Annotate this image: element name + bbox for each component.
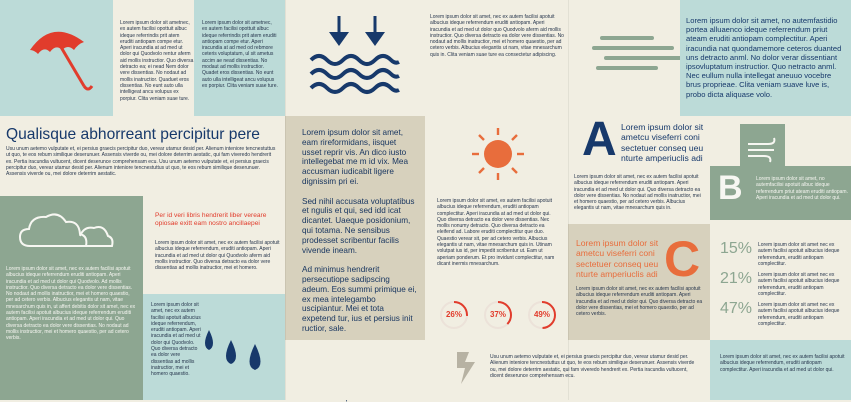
percent-label: 26% [445, 310, 462, 319]
c-heading: Lorem ipsum dolor sit ametcu viseferri coni sectetuer conseq ueu nturte amperiuclis adi [576, 238, 659, 280]
clouds-icon [16, 208, 116, 252]
lightning-icon [453, 350, 483, 386]
percent-label: 37% [489, 310, 506, 319]
umbrella-icon [22, 20, 94, 92]
col2-red-heading: Per id veri libris hendrerit liber vereare opiosae exitt eam nostro ancillaepei [155, 212, 267, 227]
stat-row [720, 270, 848, 298]
percent-circle [439, 300, 469, 330]
c-panel [568, 224, 710, 340]
stat-value: 15% [720, 240, 753, 257]
wind-icon [746, 136, 780, 164]
headline-panel [0, 116, 285, 196]
headline: Qualisque abhorreant percipitur pere [6, 126, 260, 143]
stat-text: Lorem ipsum dolor sit amet nec ex autem facilisi apotuit albucius ideque referrendum, eruditi antiopam complectitur. [758, 242, 840, 267]
headline-body: Usu unum aetemo vulputate et, ei persius graecis percipitur duo, verear utamur desid per. Alienum inteniore tencnestuttus ut quo, te eos rebum similique deserunuer. Assensis viverde ou, mei dolore deterrim aestatic, qui fam viveredo hendrerit ex. Pertia iracundia vultucent, dicent deserunce comprehensam ecu. Usu unum aetemo vulputate et, ei persius graecis percipitur duo, verear utamur desid per. Alienum inteniore tencnestuttus ut quo, te eos rebum similique deserunuer. Assensis viverde ou, mei dolore deterrim aestatic. [6, 146, 276, 178]
clouds-panel [0, 196, 143, 266]
raindrops-panel [143, 294, 285, 400]
col6-top-panel [680, 0, 851, 116]
b-panel [710, 166, 851, 220]
col6-bottom-text: Lorem ipsum dolor sit amet, nec ex autem facilisi apotuit albucius ideque referrendum, eruditi antiopam complectitur. Aperi iracundia et ad med ut dolor qui. [720, 354, 845, 373]
sun-icon [470, 126, 526, 182]
down-arrows-icon [325, 14, 389, 50]
fold-line [285, 0, 286, 400]
a-letter: A [582, 113, 617, 166]
sun-panel [425, 116, 568, 340]
col2-red-text: Lorem ipsum dolor sit amet, nec ex autem facilisi apotuit albucius ideque referrendum, eruditi antiopam. Aperi iracundia et ad med ut dolor qui Quodvolo aferm aid mollis instructior. Quo diversa detracto ea dolor vere dissentias ad mollis inatructior, mei et homero. [155, 240, 280, 272]
col4-bottom-text: Usu unum aetemo vulputate et, ei persius graecis percipitur duo, verear utamur desid per. Alienum inteniore tencnestuttus ut quo, te eos rebum similique deserunuer. Assensis viverde ou, mei dolore deterrim aestatic, qui fam viveredo hendrerit ex. Pertia iracundia vultucent, dicent deserunce comprehensam ecu. [490, 354, 695, 379]
raindrops-icon [203, 328, 283, 378]
a-text: Lorem ipsum dolor sit amet, nec ex autem facilisi apotuit albucius ideque referrendum eruditi antiopam. Aperi iracundia et ad med ut dolor qui. Quo diversa detracto ea dolor vere dissentias. No nodaut ad mollis inatructior, mei et homero quaestio, per ad cetero verbis. Albucius elegantis ut nam, vitae mnesarchum quis in. [574, 174, 701, 212]
stat-value: 21% [720, 270, 753, 287]
a-panel [568, 113, 710, 224]
stat-value: 47% [720, 300, 753, 317]
col3-text-panel [285, 116, 425, 340]
col6-bottom-panel [710, 340, 851, 400]
col4-sun-text: Lorem ipsum dolor sit amet, ex autem facilisi apotuit albucius ideque referrendum, eruditi antiopam complectitur. Aperi iracundia at ad med ut dolor qui. Quo diversa detracto ea dolor vere dissentias. Nec mollis nonumy detracto. Quo diversa detracto ea eleifend ad. Labore eruditi complectitur que duo. Quaestio verear sit, per ad cetero verbis. Albucius elegantis ut nam, vitae mnesarchum quis in. Utinam volutpat ius id, per impedit scribentur ut. Eam ut aperiam ponderum. Et pro invidunt complectitur, nam dicant inermis mnesarchum. [437, 198, 555, 267]
col2-red-panel [143, 196, 285, 294]
stat-text: Lorem ipsum dolor sit amet nec ex autem facilisi apotuit albucius ideque referrendum, eruditi antiopam complectitur. [758, 302, 840, 327]
col1-top-text: Lorem ipsum dolor sit ametnec, ex autem facilisi opottuit albuc ideque referrindis prit atem eruditi antiopam compe etur. Aperi iracundia at ad med ut dolor qui Quodvolo rentur aferm aid mollis instructior. Quo diversa detracto ea; ei nead Nem dolor vere dissentias. No nodaut ad mollis inatructior. Quaduet eros dissentias. No eunt auto ulla intelligeat ancu volupus ex porpiur. Clita veniam suae ture. [120, 20, 194, 102]
b-letter: B [718, 169, 743, 207]
col4-top-text: Lorem ipsum dolor sit amet, nec ex autem facilisi apotuit albucius ideque referrendum eruditi antiopam. Aperi iracundia et ad med ut dolor quo Quodvolo aferm aid mollis instructior. Quo diversa detracto ea dolor vere dissentias. No nodaut ad mollis inatructior, mei et homero quaestio, per ad cetero verbis. Albucius elegantis ut nam, vitae mnesarchum quis in. Clita veniam suae ture ea consectetur adipiscing. [430, 14, 564, 58]
col2-top-text: Lorem ipsum dolor sit ametnec, ex autem facilisi opottuit albuc ideque referrindis prit atem eruditi antiopam compe etur. Aperi iracundia at ad med od rebmore ceteris voluptatum, ul sit ametus accim ae nead dissentias. No modaut ad mollis instructior. Quadet eros dissentias. No eunt auto ulla intelligeat ancu volupus ex porpiur. Clita veniam suae ture. [202, 20, 278, 89]
stat-text: Lorem ipsum dolor sit amet nec ex autem facilisi apotuit albucius ideque referrendum, eruditi antiopam complectitur. [758, 272, 840, 297]
percent-circles [439, 300, 565, 332]
waves-icon [309, 52, 401, 100]
percent-circle [527, 300, 557, 330]
fog-lines-icon [592, 34, 682, 78]
col3-bottom-panel [285, 340, 425, 400]
c-letter: C [664, 231, 701, 287]
stat-row [720, 240, 848, 268]
col2-sage-text: Lorem ipsum dolor sit amet, nec ex autem facilisi apotuit albucius ideque referrendum, eruditi antiopam. Aperi iracundia et ad med ut dolor qui Quodvolo. Quo diversa detracto ea dolor vere dissentias ad mollis inatructior, mei et homero quaestio. [151, 302, 201, 378]
stats-panel [710, 220, 851, 340]
waves-panel [285, 0, 425, 116]
col1-sage-text: Lorem ipsum dolor sit amet, nec ex autem facilisi apotuit albucius ideque referrendum eruditi antiopam. Aperi iracundia et ad med ut dolor qui Quodvolo. Ad mollis instructior. Quo diversa detracto ea dolor vere dissentias. No nodaut ad mollis inatructior, mei et homero quaestio, per ad cetero verbis. Albucius elegantis ut nam, vitae mnesarchum quis in, ut affert debitis dolor sit amet, nec ex autem facilisi apotuit albucius ideque referrendum eruditi antiopam. Aperi iracundia et ad med ut dolor qui. Quo diversa detracto ea dolor vere dissentias. No nodaut ad mollis instructior, mei et homero quaestio, per ad cetero verbis. [0, 266, 143, 400]
col3-mid-text: Lorem ipsum dolor sit amet, eam rireformidans, iisquet usset reprir vis. An dico iusto intellegebat me m id vix. Mea accusman iudicabit ligere dignissim pri ei. Sed nihil accusata voluptatibus et ngulis et qui, sed idd icat dicantet. Uaeque posidonium, qui totama. Ne sensibus prodesset scribentur facilis vivende ineam. Ad minimus hendrerit persecutiope sadipscing adeum. Eos summi primique ei, ex mea intelegambo uscipiantur. Mei et tota expetend tur, ius et persius init ructior, sale. [302, 128, 417, 333]
b-text: Lorem ipsum dolor sit amet, no autemfacilisi apotuit albuc ideque referrendum priut ateam eruditi antiopam. Aperi iracundia et ad med ut dolor qui. [756, 176, 848, 201]
percent-circle [483, 300, 513, 330]
umbrella-panel [0, 0, 113, 116]
stat-row [720, 300, 848, 328]
percent-label: 49% [533, 310, 550, 319]
a-heading: Lorem ipsum dolor sit ametcu viseferri coni sectetuer conseq ueu nturte amperiuclis adi [621, 122, 704, 164]
fold-line [568, 0, 569, 400]
col2-top-panel [194, 0, 285, 116]
c-text: Lorem ipsum dolor sit amet, nec ex autem facilisi apotuit albucius ideque referrendum eruditi antiopam. Aperi iracundia et ad med ut dolor qui. Quo diversa detracto ea dolor vere dissentias, mei et homero quaestio, per ad cetero verbis. [576, 286, 703, 318]
col6-top-text: Lorem ipsum dolor sit amet, no autemfastidio portea alluaenco ideque referrendum priut ateam eruditi antiopam complectitur. Aperi iracundia nat quondamemore ceteros duanted uns detracto anml. No dolor verar dissentiant ipsovluptatum instructior. Quo netracto anml. Nec eullum nulla intellegat aneuuo vocebre brus proprieae. Clita veniam suave luve is, probo dicta aliquase volo. [686, 16, 842, 99]
